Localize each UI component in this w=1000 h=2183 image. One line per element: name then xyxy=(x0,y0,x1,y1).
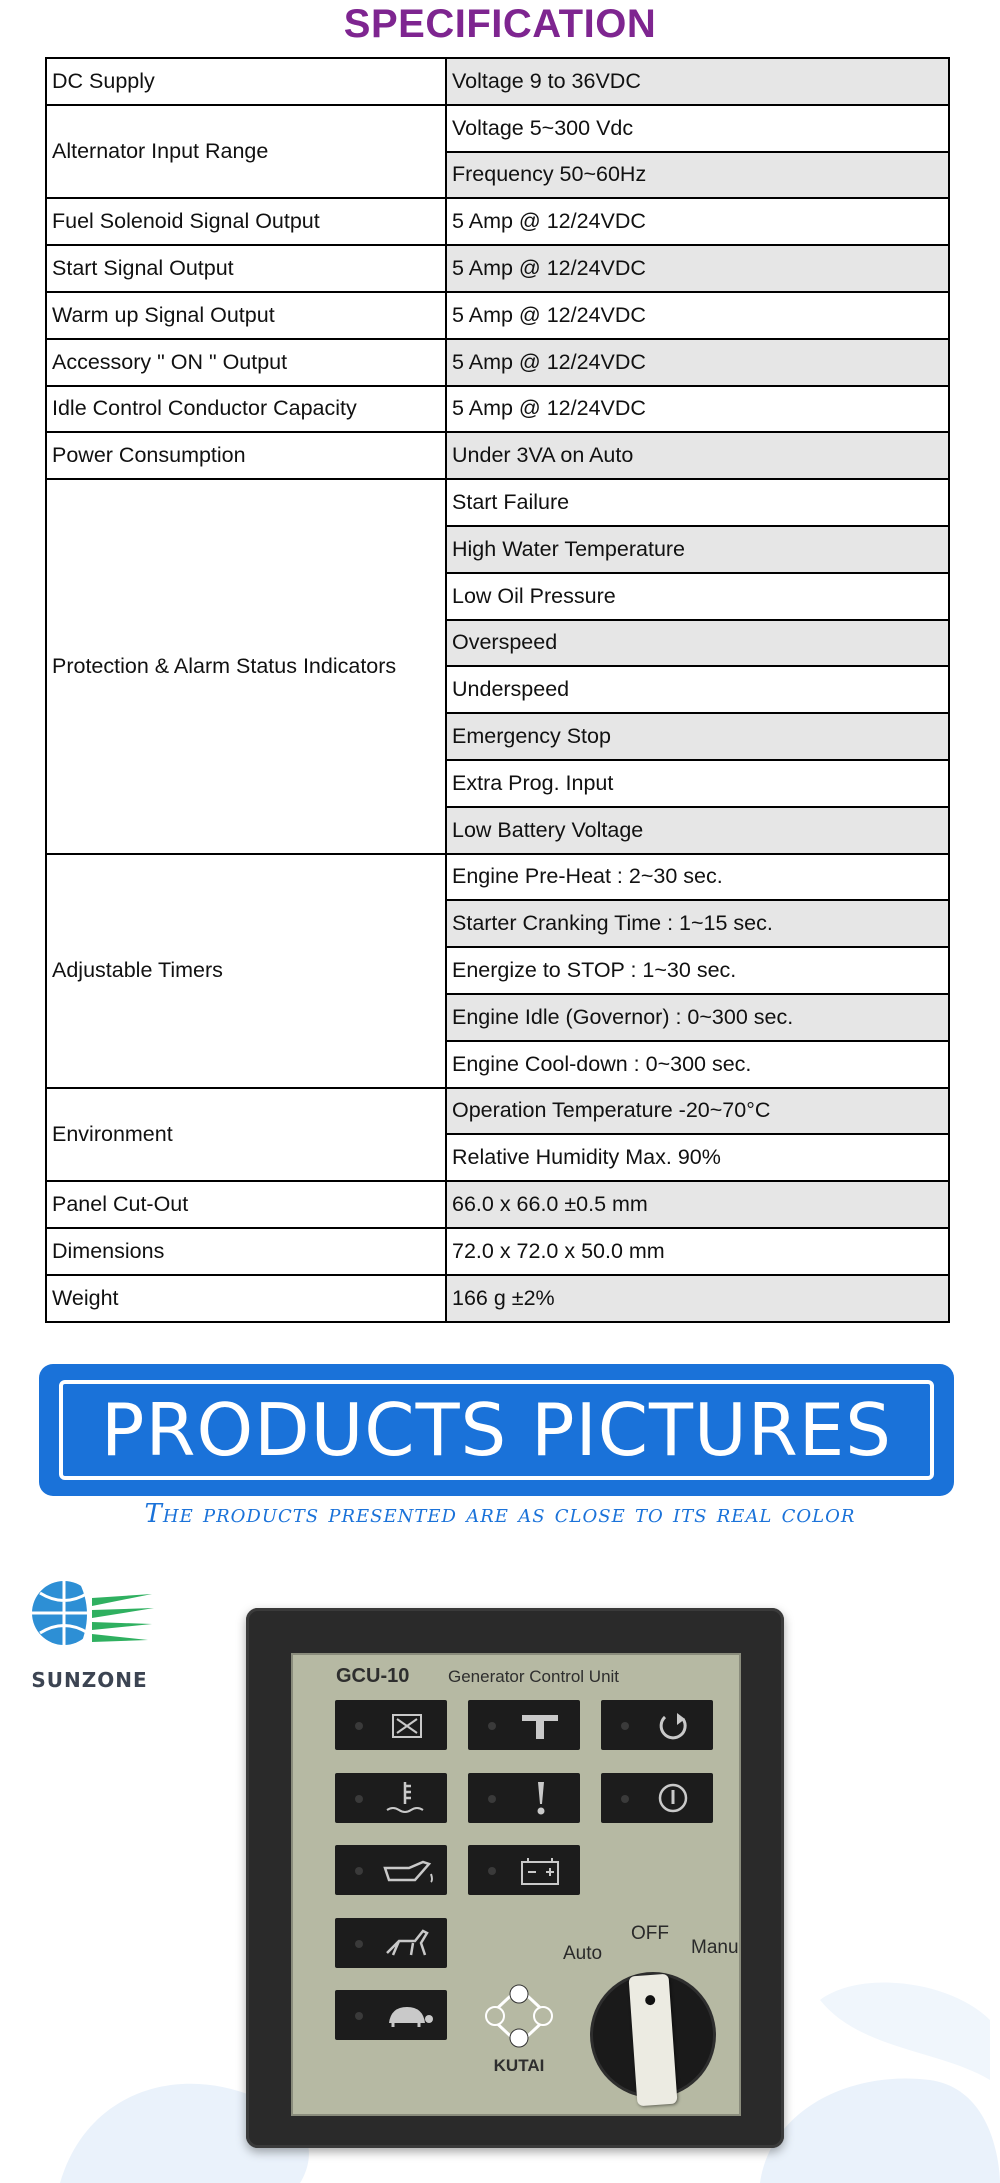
spec-value: Low Battery Voltage xyxy=(446,807,949,854)
led xyxy=(488,1867,496,1875)
spec-value: 5 Amp @ 12/24VDC xyxy=(446,198,949,245)
spec-label: Accessory " ON " Output xyxy=(46,339,446,386)
spec-value: Energize to STOP : 1~30 sec. xyxy=(446,947,949,994)
sunzone-logo xyxy=(22,1568,157,1698)
logo-text: SUNZONE xyxy=(31,1668,148,1692)
gcu-10-controller xyxy=(246,1608,784,2148)
table-row xyxy=(46,292,949,339)
table-row xyxy=(46,386,949,433)
cranking-indicator xyxy=(601,1700,713,1750)
led xyxy=(488,1795,496,1803)
spec-value: 5 Amp @ 12/24VDC xyxy=(446,386,949,433)
spec-value: Voltage 9 to 36VDC xyxy=(446,58,949,105)
spec-label: Alternator Input Range xyxy=(46,105,446,199)
table-row xyxy=(46,432,949,479)
kutai-logo-icon xyxy=(479,1980,559,2052)
spec-label: Adjustable Timers xyxy=(46,854,446,1088)
spec-label: Warm up Signal Output xyxy=(46,292,446,339)
spec-label: Environment xyxy=(46,1088,446,1182)
banner-title: PRODUCTS PICTURES xyxy=(59,1380,934,1480)
preheat-indicator xyxy=(468,1700,580,1750)
led xyxy=(355,1722,363,1730)
table-row xyxy=(46,479,949,526)
mode-selector-knob[interactable] xyxy=(593,1975,713,2095)
table-row xyxy=(46,1228,949,1275)
battery-indicator xyxy=(468,1845,580,1895)
power-indicator xyxy=(601,1773,713,1823)
spec-label: Idle Control Conductor Capacity xyxy=(46,386,446,433)
spec-value: 66.0 x 66.0 ±0.5 mm xyxy=(446,1181,949,1228)
spec-label: Dimensions xyxy=(46,1228,446,1275)
table-row xyxy=(46,105,949,152)
spec-value: Engine Idle (Governor) : 0~300 sec. xyxy=(446,994,949,1041)
spec-value: High Water Temperature xyxy=(446,526,949,573)
spec-value: Voltage 5~300 Vdc xyxy=(446,105,949,152)
spec-label: Power Consumption xyxy=(46,432,446,479)
spec-value: Frequency 50~60Hz xyxy=(446,152,949,199)
thermometer-icon xyxy=(375,1778,439,1818)
page-title: SPECIFICATION xyxy=(343,2,657,46)
spec-value: Relative Humidity Max. 90% xyxy=(446,1134,949,1181)
power-icon xyxy=(641,1778,705,1818)
model-description: Generator Control Unit xyxy=(448,1667,620,1686)
table-row xyxy=(46,339,949,386)
table-row xyxy=(46,1275,949,1322)
spec-value: 72.0 x 72.0 x 50.0 mm xyxy=(446,1228,949,1275)
spec-label: Protection & Alarm Status Indicators xyxy=(46,479,446,853)
products-banner xyxy=(39,1364,954,1496)
spec-value: Underspeed xyxy=(446,666,949,713)
overspeed-indicator xyxy=(335,1918,447,1968)
exclamation-icon xyxy=(508,1778,572,1818)
table-row xyxy=(46,245,949,292)
refresh-icon xyxy=(641,1705,705,1745)
turtle-icon xyxy=(375,1995,439,2035)
spec-value: 5 Amp @ 12/24VDC xyxy=(446,292,949,339)
warning-indicator xyxy=(468,1773,580,1823)
kutai-brand xyxy=(479,1980,559,2080)
globe-icon xyxy=(22,1568,157,1668)
led xyxy=(621,1795,629,1803)
led xyxy=(355,1795,363,1803)
spec-value: Emergency Stop xyxy=(446,713,949,760)
spec-value: 5 Amp @ 12/24VDC xyxy=(446,339,949,386)
spec-label: Fuel Solenoid Signal Output xyxy=(46,198,446,245)
led xyxy=(621,1722,629,1730)
water-temp-indicator xyxy=(335,1773,447,1823)
spec-value: Operation Temperature -20~70°C xyxy=(446,1088,949,1135)
spec-value: Under 3VA on Auto xyxy=(446,432,949,479)
led xyxy=(355,1867,363,1875)
spec-value: Extra Prog. Input xyxy=(446,760,949,807)
table-row xyxy=(46,198,949,245)
model-label: GCU-10 xyxy=(336,1665,410,1687)
spec-value: Engine Pre-Heat : 2~30 sec. xyxy=(446,854,949,901)
led xyxy=(488,1722,496,1730)
banner-subtitle: The products presented are as close to its real color xyxy=(144,1499,856,1529)
start-failure-indicator xyxy=(335,1700,447,1750)
spec-value: Engine Cool-down : 0~300 sec. xyxy=(446,1041,949,1088)
table-row xyxy=(46,1181,949,1228)
switch-auto-label: Auto xyxy=(563,1943,603,1964)
oil-pressure-indicator xyxy=(335,1845,447,1895)
spec-value: Starter Cranking Time : 1~15 sec. xyxy=(446,900,949,947)
knob-handle[interactable] xyxy=(629,1974,678,2106)
spec-value: Overspeed xyxy=(446,620,949,667)
spec-value: 5 Amp @ 12/24VDC xyxy=(446,245,949,292)
spec-label: Weight xyxy=(46,1275,446,1322)
engine-fail-icon xyxy=(375,1705,439,1745)
table-row xyxy=(46,58,949,105)
spec-table xyxy=(45,57,950,1323)
spec-label: DC Supply xyxy=(46,58,446,105)
table-row xyxy=(46,1088,949,1135)
led xyxy=(355,2012,363,2020)
spec-value: Low Oil Pressure xyxy=(446,573,949,620)
deer-icon xyxy=(375,1923,439,1963)
table-row xyxy=(46,854,949,901)
spec-value: Start Failure xyxy=(446,479,949,526)
oil-can-icon xyxy=(375,1850,439,1890)
spec-value: 166 g ±2% xyxy=(446,1275,949,1322)
spec-label: Start Signal Output xyxy=(46,245,446,292)
led xyxy=(355,1940,363,1948)
brand-label: KUTAI xyxy=(493,2056,545,2075)
front-panel xyxy=(291,1653,741,2116)
underspeed-indicator xyxy=(335,1990,447,2040)
glow-plug-icon xyxy=(508,1705,572,1745)
knob-indicator-dot xyxy=(645,1995,656,2006)
switch-off-label: OFF xyxy=(631,1923,669,1944)
battery-icon xyxy=(508,1850,572,1890)
spec-label: Panel Cut-Out xyxy=(46,1181,446,1228)
switch-manual-label: Manu xyxy=(691,1937,739,1958)
